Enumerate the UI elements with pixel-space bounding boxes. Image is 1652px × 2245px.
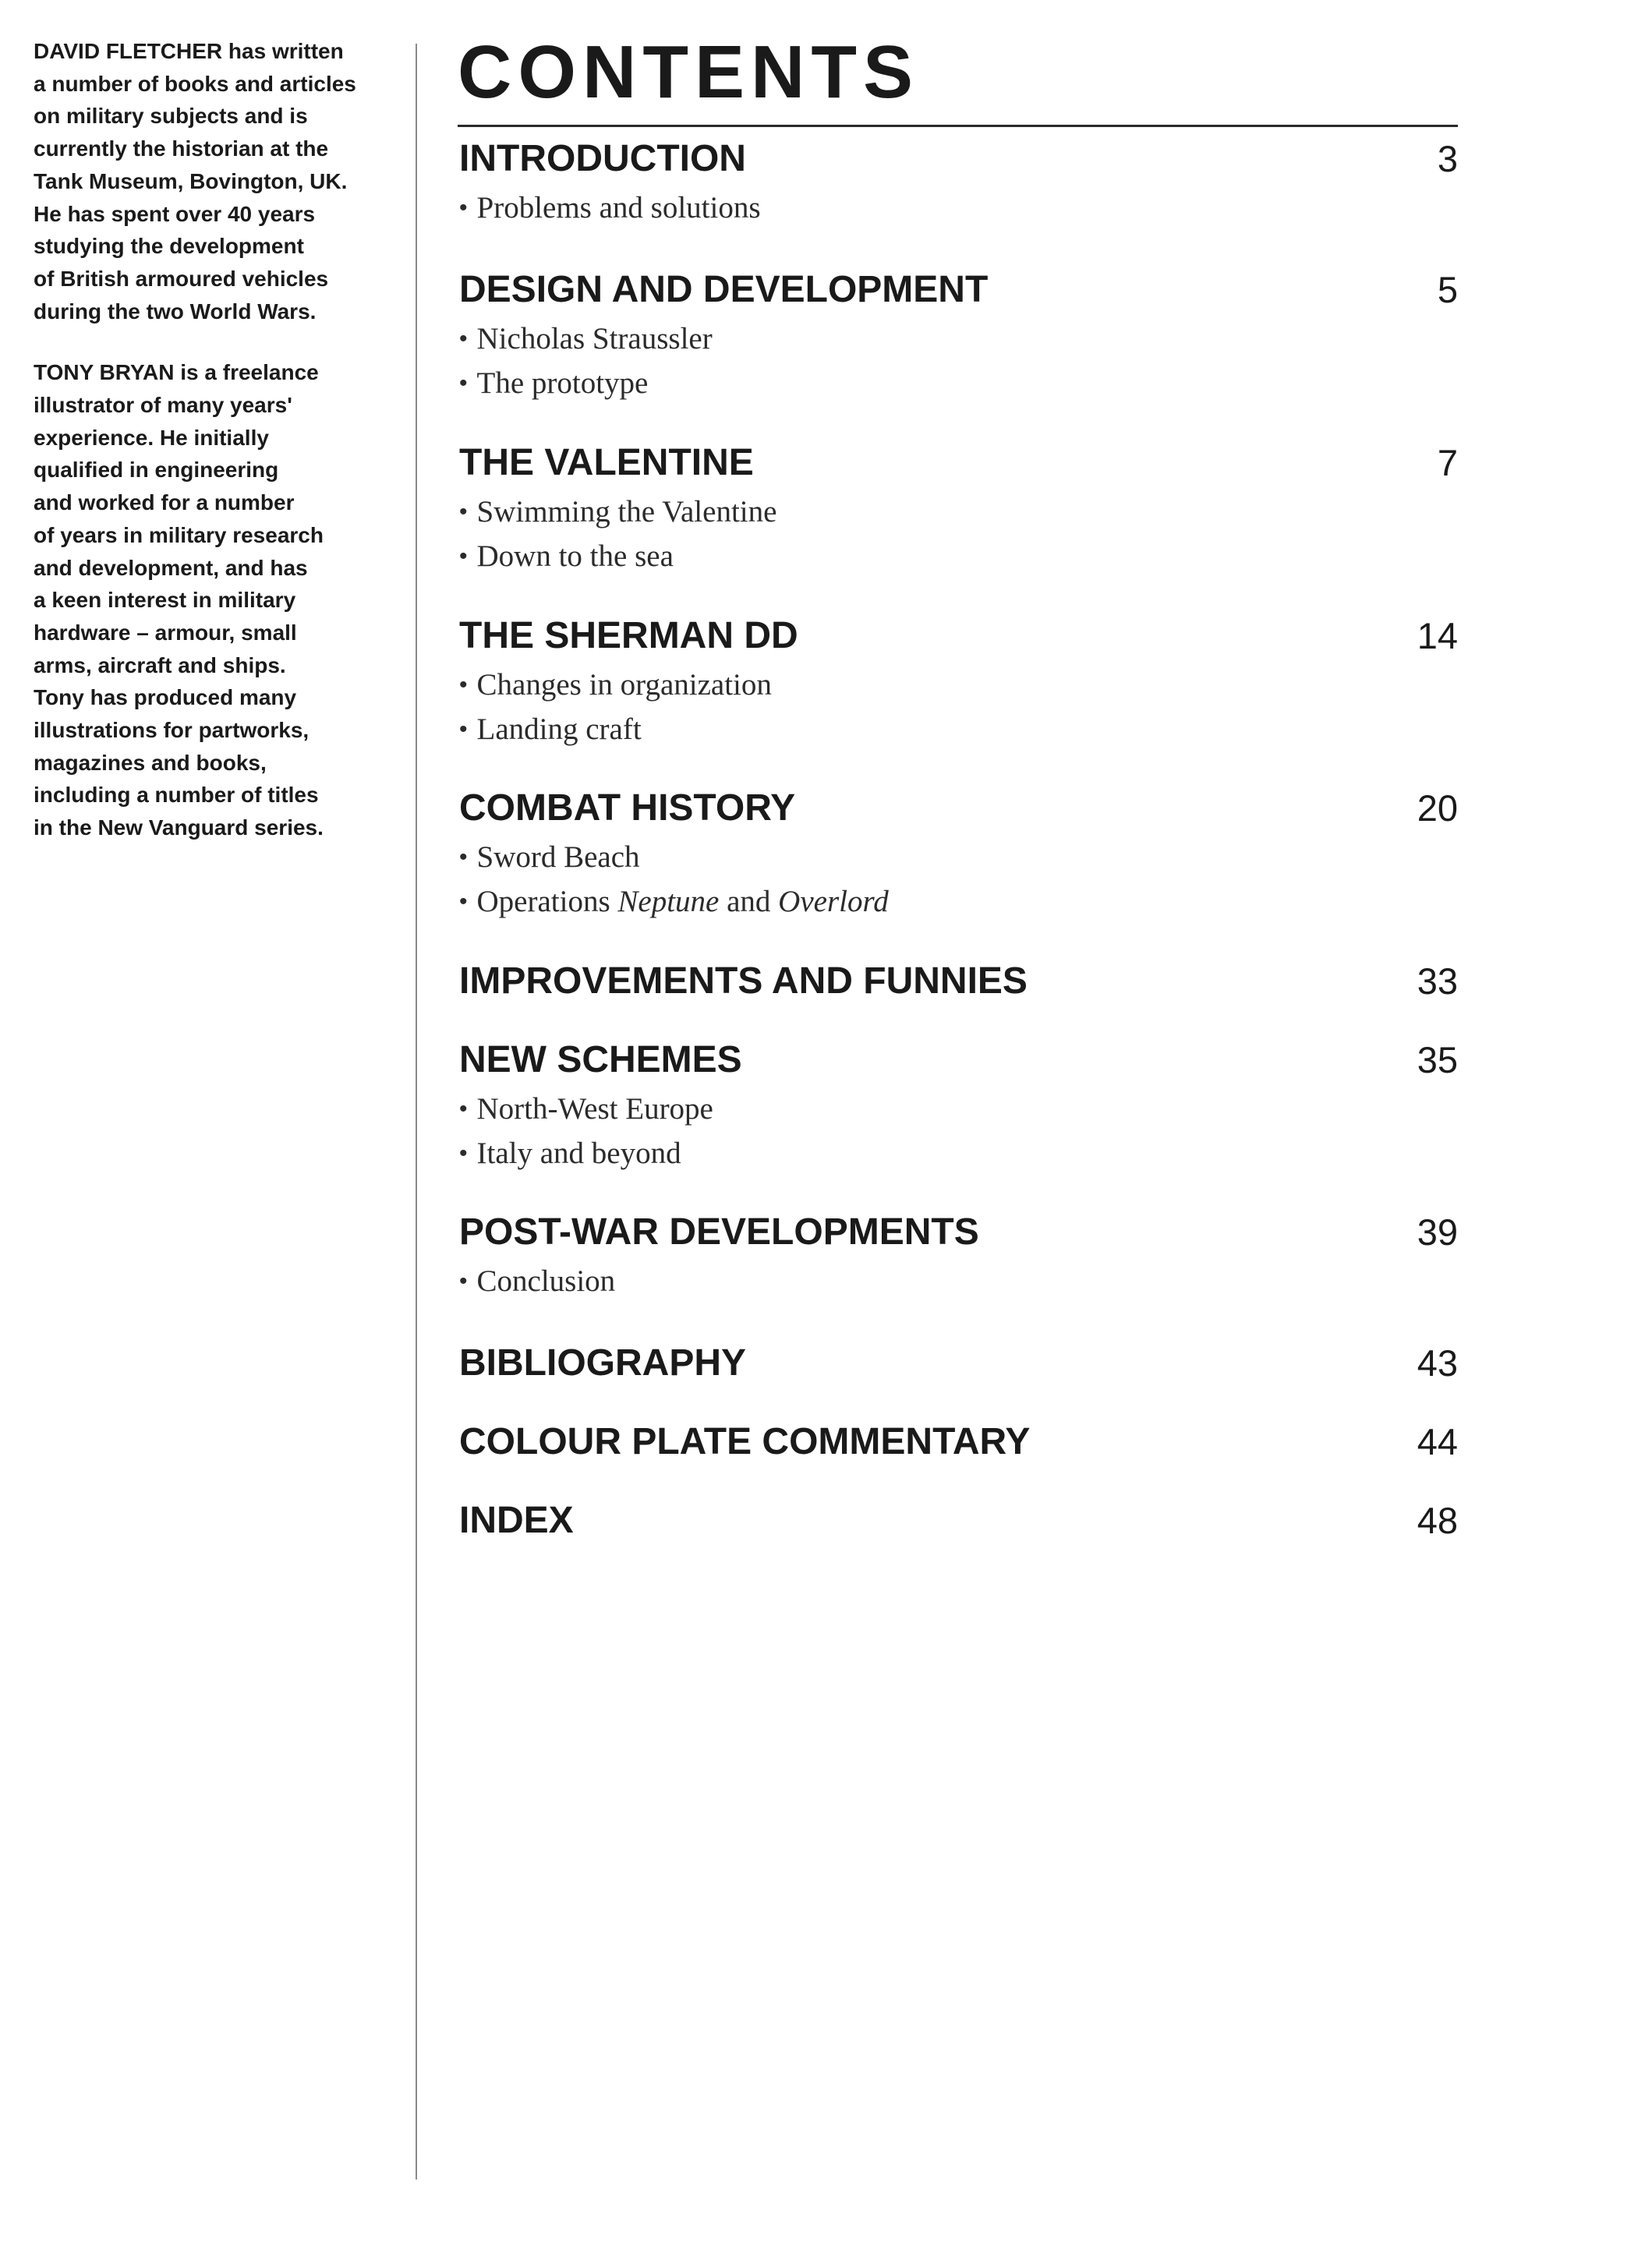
- toc-subsection-list: [459, 1088, 1458, 1177]
- toc-entry[interactable]: [459, 1419, 1458, 1465]
- toc-subsection[interactable]: [459, 1260, 1458, 1305]
- toc-entry[interactable]: [459, 1340, 1458, 1387]
- toc-subsection[interactable]: [459, 491, 1458, 536]
- toc-subsection-list: [459, 318, 1458, 407]
- toc-subsection-list: [459, 491, 1458, 580]
- toc-entry-title: INTRODUCTION: [459, 138, 746, 179]
- toc-subsection-list: [459, 1260, 1458, 1305]
- bio-line: Tank Museum, Bovington, UK.: [34, 168, 348, 193]
- bio-line: illustrator of many years': [34, 393, 292, 418]
- bullet-icon: •: [459, 1096, 468, 1122]
- bullet-icon: •: [459, 1140, 468, 1166]
- toc-entry-title: BIBLIOGRAPHY: [459, 1342, 747, 1384]
- toc-subsection-list: [459, 836, 1458, 925]
- bio-line: a keen interest in military: [34, 588, 296, 613]
- bio-line: currently the historian at the: [34, 136, 329, 161]
- toc-entry-page-number: 44: [1417, 1421, 1458, 1462]
- toc-subsection[interactable]: [459, 664, 1458, 709]
- title-underline: [458, 125, 1458, 127]
- illustrator-bio: [34, 356, 392, 844]
- bio-line: and development, and has: [34, 555, 308, 580]
- toc-subsection[interactable]: [459, 318, 1458, 362]
- bio-line: hardware – armour, small: [34, 620, 297, 645]
- toc-entry-heading: [459, 440, 1458, 486]
- toc-entry-page-number: 5: [1437, 269, 1458, 310]
- bio-line: magazines and books,: [34, 750, 267, 775]
- bio-line: a number of books and articles: [34, 71, 356, 96]
- toc-entry-heading: [459, 1419, 1458, 1465]
- subsection-text: and: [719, 885, 779, 918]
- bio-line: qualified in engineering: [34, 458, 279, 483]
- toc-entry[interactable]: [459, 136, 1458, 232]
- toc-entry-page-number: 43: [1417, 1342, 1458, 1384]
- bullet-icon: •: [459, 370, 468, 396]
- toc-subsection[interactable]: [459, 362, 1458, 407]
- toc-entry-heading: [459, 1037, 1458, 1084]
- subsection-text: Landing craft: [476, 712, 642, 746]
- toc-entry-heading: [459, 1497, 1458, 1544]
- toc-subsection[interactable]: [459, 1088, 1458, 1133]
- bio-line: in the New Vanguard series.: [34, 815, 324, 840]
- toc-entry-title: IMPROVEMENTS AND FUNNIES: [459, 960, 1028, 1002]
- toc-entry-page-number: 39: [1417, 1211, 1458, 1253]
- toc-subsection[interactable]: [459, 881, 1458, 925]
- bio-line: and worked for a number: [34, 490, 295, 515]
- author-bios: [34, 35, 392, 844]
- toc-entry-heading: [459, 267, 1458, 313]
- toc-entry[interactable]: [459, 440, 1458, 580]
- bio-line: Tony has produced many: [34, 685, 297, 710]
- subsection-text: The prototype: [476, 366, 649, 400]
- toc-entry[interactable]: [459, 1037, 1458, 1177]
- toc-entry-title: THE VALENTINE: [459, 442, 754, 483]
- toc-entry-heading: [459, 1340, 1458, 1387]
- toc-entry-title: NEW SCHEMES: [459, 1039, 742, 1080]
- bio-line: illustrations for partworks,: [34, 718, 310, 743]
- operation-name: Overlord: [778, 885, 889, 918]
- subsection-text: Problems and solutions: [476, 191, 761, 224]
- bullet-icon: •: [459, 889, 468, 914]
- toc-subsection-list: [459, 187, 1458, 232]
- toc-entry[interactable]: [459, 1209, 1458, 1305]
- toc-entry-title: COMBAT HISTORY: [459, 787, 796, 829]
- toc-entry[interactable]: [459, 267, 1458, 407]
- toc-subsection-list: [459, 664, 1458, 753]
- toc-entry-title: DESIGN AND DEVELOPMENT: [459, 269, 989, 310]
- bio-line: He has spent over 40 years: [34, 201, 316, 226]
- toc-entry-page-number: 7: [1437, 442, 1458, 483]
- author-bio: [34, 35, 392, 327]
- bio-line: including a number of titles: [34, 783, 319, 808]
- bullet-icon: •: [459, 672, 468, 698]
- toc-entry-heading: [459, 613, 1458, 659]
- bullet-icon: •: [459, 195, 468, 221]
- toc-entry-page-number: 14: [1417, 615, 1458, 656]
- operation-name: Neptune: [617, 885, 720, 918]
- toc-entry-heading: [459, 1209, 1458, 1256]
- toc-entry[interactable]: [459, 613, 1458, 753]
- toc-subsection[interactable]: [459, 1133, 1458, 1177]
- bullet-icon: •: [459, 844, 468, 870]
- bullet-icon: •: [459, 499, 468, 525]
- toc-subsection[interactable]: [459, 709, 1458, 753]
- subsection-text: Down to the sea: [476, 539, 674, 573]
- subsection-text: Changes in organization: [476, 668, 772, 702]
- bullet-icon: •: [459, 1268, 468, 1294]
- subsection-text: North-West Europe: [476, 1092, 713, 1126]
- bio-line: arms, aircraft and ships.: [34, 652, 286, 677]
- bio-line: experience. He initially: [34, 425, 269, 450]
- toc-entry-page-number: 35: [1417, 1039, 1458, 1080]
- bullet-icon: •: [459, 326, 468, 352]
- toc-entry[interactable]: [459, 785, 1458, 925]
- bio-line: during the two World Wars.: [34, 299, 317, 323]
- toc-entry[interactable]: [459, 958, 1458, 1005]
- toc-entry-title: COLOUR PLATE COMMENTARY: [459, 1421, 1031, 1462]
- bio-line: on military subjects and is: [34, 104, 308, 129]
- subsection-text: Swimming the Valentine: [476, 495, 777, 529]
- toc-subsection[interactable]: [459, 187, 1458, 232]
- toc-entry-title: INDEX: [459, 1500, 574, 1541]
- bio-line: DAVID FLETCHER has written: [34, 39, 344, 63]
- toc-subsection[interactable]: [459, 536, 1458, 580]
- bio-line: of years in military research: [34, 522, 324, 547]
- subsection-text: Italy and beyond: [476, 1137, 681, 1170]
- toc-entry[interactable]: [459, 1497, 1458, 1544]
- bio-line: of British armoured vehicles: [34, 266, 329, 291]
- bullet-icon: •: [459, 716, 468, 742]
- toc-entry-title: THE SHERMAN DD: [459, 615, 798, 656]
- subsection-text: Nicholas Straussler: [476, 322, 713, 355]
- toc-entry-title: POST-WAR DEVELOPMENTS: [459, 1211, 979, 1253]
- toc-entry-page-number: 3: [1437, 138, 1458, 179]
- toc-entry-page-number: 33: [1417, 960, 1458, 1002]
- contents-title: CONTENTS: [458, 30, 919, 114]
- subsection-text: Sword Beach: [476, 840, 640, 874]
- toc-entry-heading: [459, 785, 1458, 832]
- toc-subsection[interactable]: [459, 836, 1458, 881]
- bio-line: studying the development: [34, 234, 304, 259]
- column-divider: [416, 44, 417, 2180]
- toc-entry-heading: [459, 136, 1458, 182]
- subsection-text: Operations: [476, 885, 618, 918]
- toc-entry-page-number: 20: [1417, 787, 1458, 829]
- toc-entry-page-number: 48: [1417, 1500, 1458, 1541]
- subsection-text: Conclusion: [476, 1264, 616, 1298]
- bio-line: TONY BRYAN is a freelance: [34, 360, 319, 385]
- bullet-icon: •: [459, 543, 468, 569]
- toc-entry-heading: [459, 958, 1458, 1005]
